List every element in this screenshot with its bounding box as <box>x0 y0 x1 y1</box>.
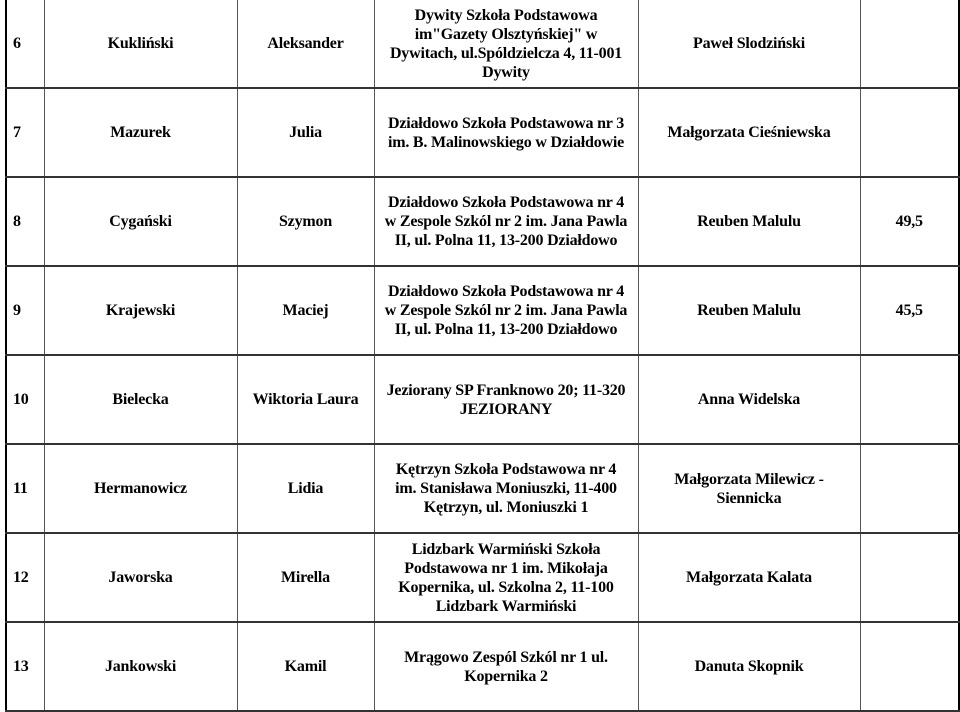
school-cell: Kętrzyn Szkoła Podstawowa nr 4 im. Stanisława Moniuszki, 11-400 Kętrzyn, ul. Moniuszki 1 <box>374 444 638 533</box>
surname-cell: Jaworska <box>44 533 237 622</box>
surname-cell: Hermanowicz <box>44 444 237 533</box>
score-cell <box>860 0 959 88</box>
score-cell <box>860 444 959 533</box>
first-name-cell: Aleksander <box>237 0 374 88</box>
row-number: 11 <box>6 444 44 533</box>
surname-cell: Mazurek <box>44 88 237 177</box>
score-cell: 49,5 <box>860 177 959 266</box>
surname-cell: Krajewski <box>44 266 237 355</box>
surname-cell: Bielecka <box>44 355 237 444</box>
teacher-cell: Paweł Slodziński <box>638 0 860 88</box>
school-cell: Lidzbark Warmiński Szkoła Podstawowa nr 1 im. Mikołaja Kopernika, ul. Szkolna 2, 11-100 Lidzbark Warmiński <box>374 533 638 622</box>
first-name-cell: Szymon <box>237 177 374 266</box>
teacher-cell: Reuben Malulu <box>638 177 860 266</box>
school-cell: Dywity Szkoła Podstawowa im"Gazety Olsztyńskiej" w Dywitach, ul.Spóldzielcza 4, 11-001 Dywity <box>374 0 638 88</box>
surname-cell: Cygański <box>44 177 237 266</box>
first-name-cell: Lidia <box>237 444 374 533</box>
school-cell: Mrągowo Zespól Szkól nr 1 ul. Kopernika 2 <box>374 622 638 711</box>
table-row <box>6 533 959 622</box>
surname-cell: Kukliński <box>44 0 237 88</box>
score-cell <box>860 533 959 622</box>
school-cell: Działdowo Szkoła Podstawowa nr 4 w Zespole Szkól nr 2 im. Jana Pawla II, ul. Polna 11, 13-200 Działdowo <box>374 266 638 355</box>
first-name-cell: Maciej <box>237 266 374 355</box>
table-row <box>6 355 959 444</box>
row-number: 7 <box>6 88 44 177</box>
surname-cell: Jankowski <box>44 622 237 711</box>
first-name-cell: Kamil <box>237 622 374 711</box>
first-name-cell: Wiktoria Laura <box>237 355 374 444</box>
first-name-cell: Julia <box>237 88 374 177</box>
table-row <box>6 266 959 355</box>
results-table <box>5 0 960 712</box>
row-number: 12 <box>6 533 44 622</box>
teacher-cell: Małgorzata Milewicz - Siennicka <box>638 444 860 533</box>
teacher-cell: Reuben Malulu <box>638 266 860 355</box>
score-cell: 45,5 <box>860 266 959 355</box>
teacher-cell: Danuta Skopnik <box>638 622 860 711</box>
results-table-body <box>6 0 959 711</box>
row-number: 10 <box>6 355 44 444</box>
table-row <box>6 88 959 177</box>
table-row <box>6 177 959 266</box>
teacher-cell: Małgorzata Kalata <box>638 533 860 622</box>
row-number: 13 <box>6 622 44 711</box>
row-number: 6 <box>6 0 44 88</box>
teacher-cell: Małgorzata Cieśniewska <box>638 88 860 177</box>
school-cell: Działdowo Szkoła Podstawowa nr 3 im. B. Malinowskiego w Działdowie <box>374 88 638 177</box>
first-name-cell: Mirella <box>237 533 374 622</box>
row-number: 9 <box>6 266 44 355</box>
school-cell: Jeziorany SP Franknowo 20; 11-320 JEZIORANY <box>374 355 638 444</box>
table-row <box>6 0 959 88</box>
teacher-cell: Anna Widelska <box>638 355 860 444</box>
score-cell <box>860 355 959 444</box>
school-cell: Działdowo Szkoła Podstawowa nr 4 w Zespole Szkól nr 2 im. Jana Pawla II, ul. Polna 11, 13-200 Działdowo <box>374 177 638 266</box>
score-cell <box>860 622 959 711</box>
row-number: 8 <box>6 177 44 266</box>
table-row <box>6 444 959 533</box>
table-row <box>6 622 959 711</box>
score-cell <box>860 88 959 177</box>
